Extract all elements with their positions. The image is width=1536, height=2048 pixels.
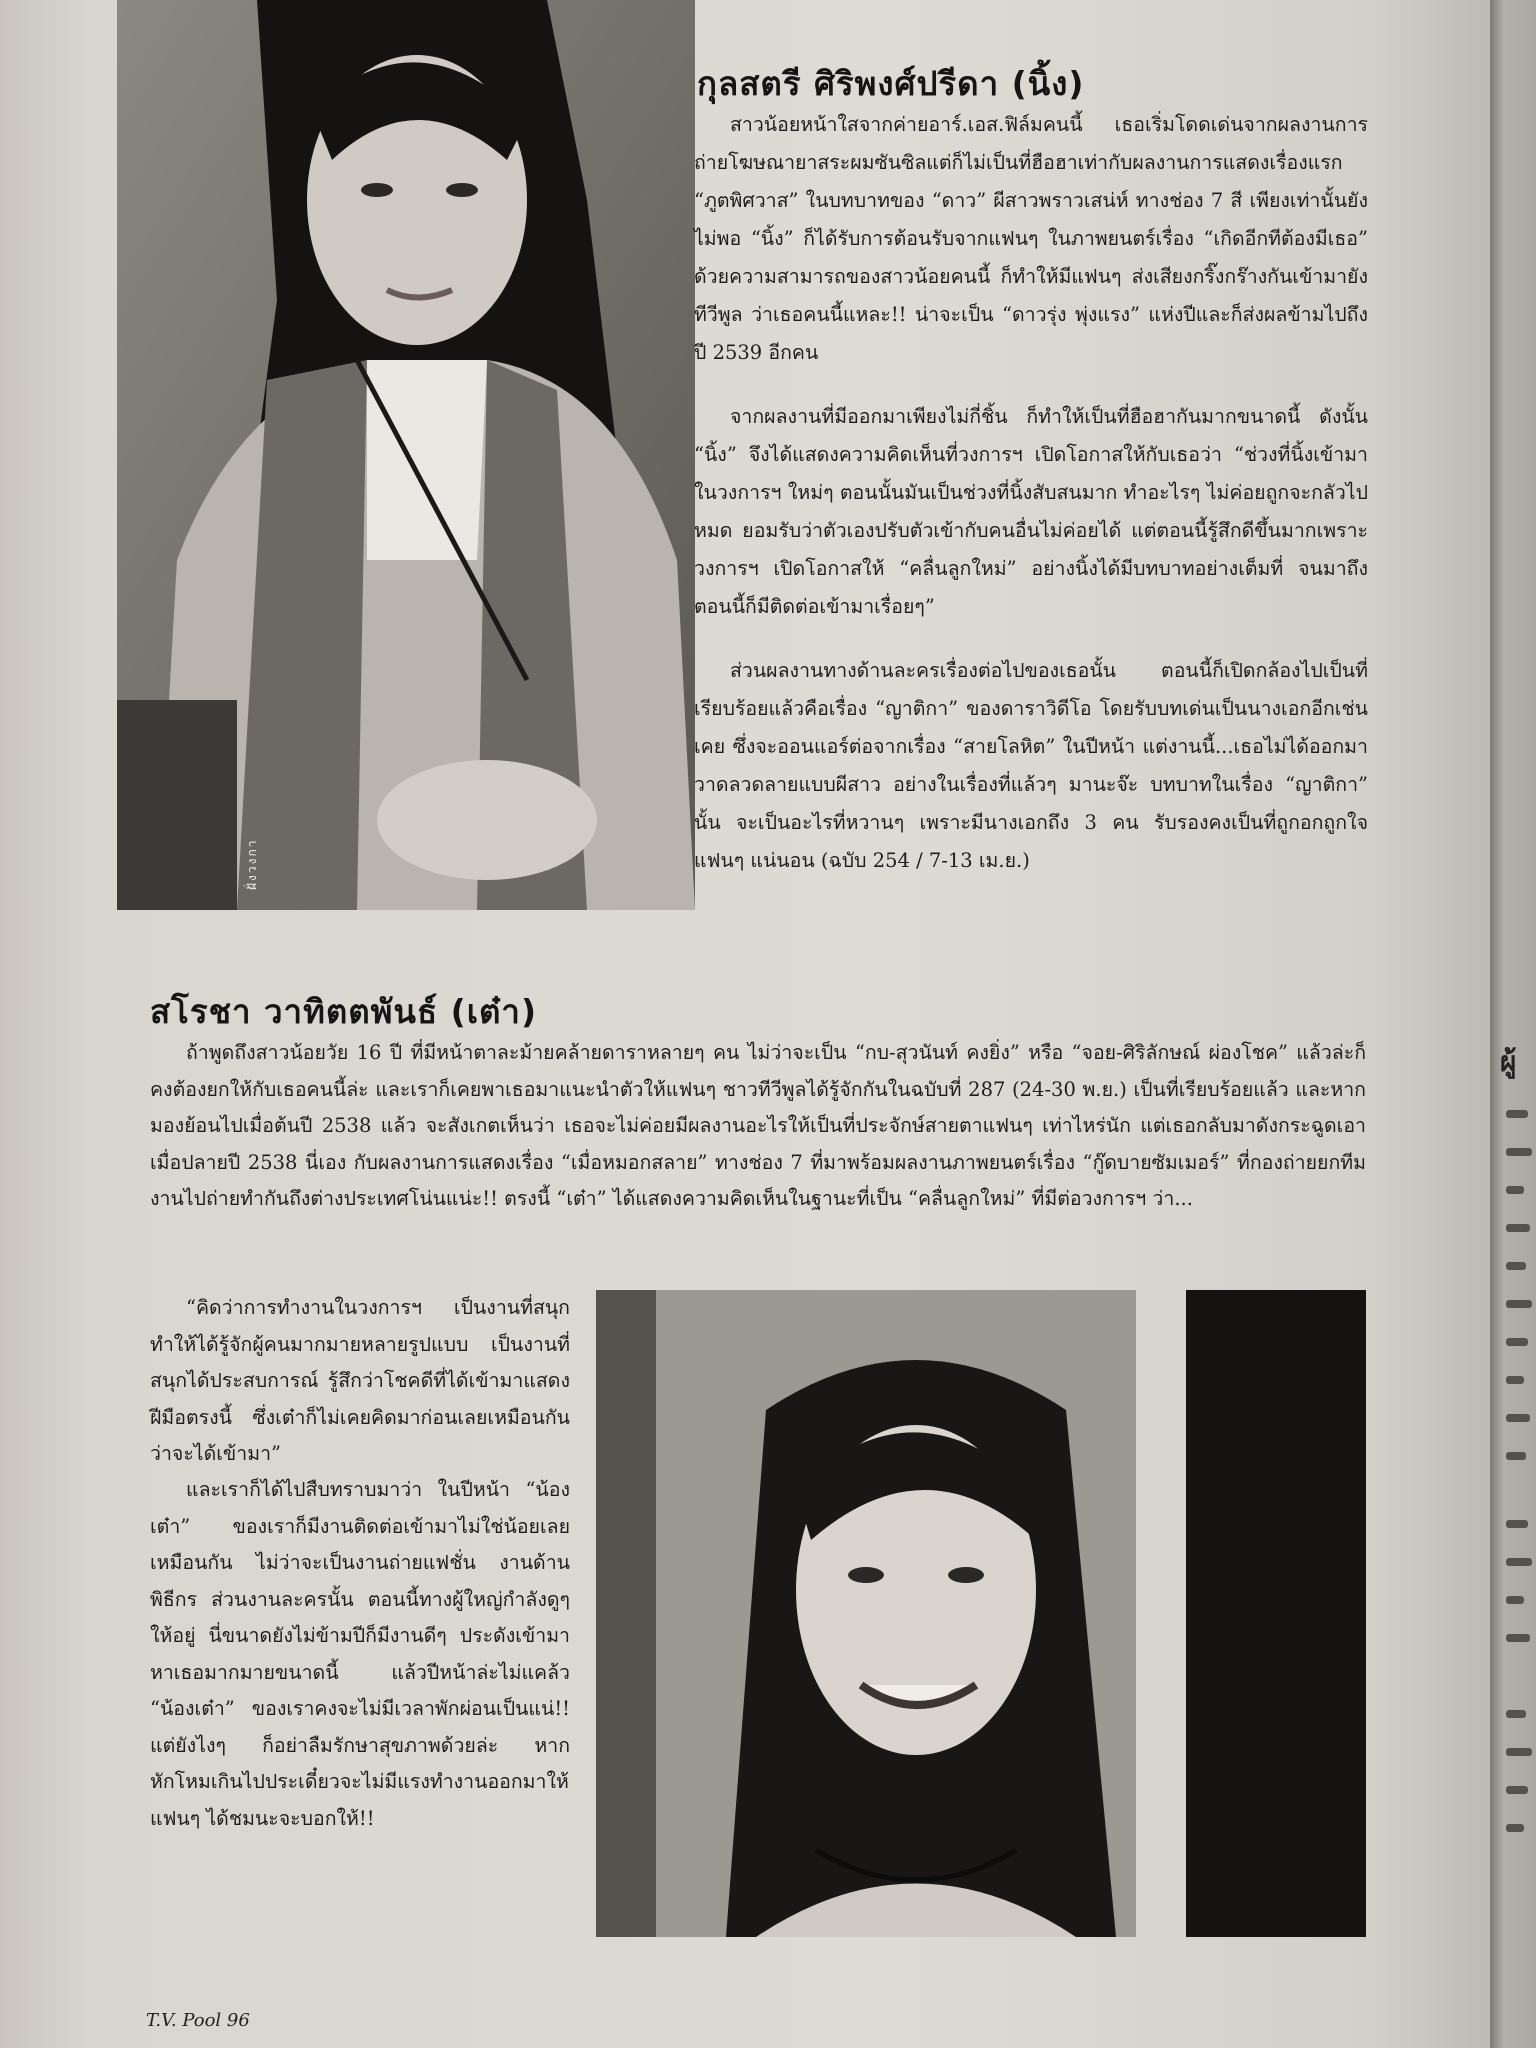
next-page-text-line (1506, 1786, 1528, 1794)
heading-profile-tao: สโรชา วาทิตตพันธ์ (เต๋า) (150, 992, 538, 1031)
next-page-text-line (1506, 1596, 1524, 1604)
next-page-text-line (1506, 1414, 1530, 1422)
next-page-text-line (1506, 1262, 1526, 1270)
photo-edge-text: ฝั่งวงกา (245, 838, 259, 890)
next-page-title-fragment: ผู้ (1500, 1045, 1517, 1078)
next-page-text-line (1506, 1710, 1526, 1718)
paragraph-tao-upcoming: และเราก็ได้ไปสืบทราบมาว่า ในปีหน้า “น้องเต๋า” ของเราก็มีงานติดต่อเข้ามาไม่ใช่น้อยเลยเหมือนกัน ไม่ว่าจะเป็นงานถ่ายแฟชั่น งานด้านพิธีกร ส่วนงานละครนั้น ตอนนี้ทางผู้ใหญ่กำลังดูๆ ให้อยู่ นี่ขนาดยังไม่ข้ามปีก็มีงานดีๆ ประดังเข้ามาหาเธอมากมายขนาดนี้ แล้วปีหน้าล่ะไม่แคล้ว “น้องเต๋า” ของเราคงจะไม่มีเวลาพักผ่อนเป็นแน่!! แต่ยังไงๆ ก็อย่าลืมรักษาสุขภาพด้วยล่ะ หากหักโหมเกินไปประเดี๋ยวจะไม่มีแรงทำงานออกมาให้แฟนๆ ได้ชมนะจะบอกให้!! (150, 1478, 570, 1830)
heading-profile-ning: กุลสตรี ศิริพงศ์ปรีดา (นิ้ง) (697, 64, 1085, 103)
paragraph-tao-quote: “คิดว่าการทำงานในวงการฯ เป็นงานที่สนุก ทำให้ได้รู้จักผู้คนมากมายหลายรูปแบบ เป็นงานที่สนุกได้ประสบการณ์ รู้สึกว่าโชคดีที่ได้เข้ามาแสดงฝีมือตรงนี้ ซึ่งเต๋าก็ไม่เคยคิดมาก่อนเลยเหมือนกันว่าจะได้เข้ามา” (150, 1296, 570, 1465)
photo-portrait-ning (117, 0, 695, 910)
next-page-text-line (1506, 1520, 1528, 1528)
next-page-text-line (1506, 1186, 1524, 1194)
paragraph-ning-intro: สาวน้อยหน้าใสจากค่ายอาร์.เอส.ฟิล์มคนนี้ เธอเริ่มโดดเด่นจากผลงานการถ่ายโฆษณายาสระผมซันซิลแต่ก็ไม่เป็นที่ฮือฮาเท่ากับผลงานการแสดงเรื่องแรก “ภูตพิศวาส” ในบทบาทของ “ดาว” ผีสาวพราวเสน่ห์ ทางช่อง 7 สี เพียงเท่านั้นยังไม่พอ “นิ้ง” ก็ได้รับการต้อนรับจากแฟนๆ ในภาพยนตร์เรื่อง “เกิดอีกทีต้องมีเธอ” ด้วยความสามารถของสาวน้อยคนนี้ ก็ทำให้มีแฟนๆ ส่งเสียงกริ๊งกร๊างกันเข้ามายังทีวีพูล ว่าเธอคนนี้แหละ!! น่าจะเป็น “ดาวรุ่ง พุ่งแรง” แห่งปีและก็ส่งผลข้ามไปถึงปี 2539 อีกคน (694, 113, 1368, 364)
next-page-text-line (1506, 1148, 1532, 1156)
next-page-edge (1490, 0, 1536, 2048)
portrait-tao-illustration (596, 1290, 1366, 1937)
paragraph-tao-intro: ถ้าพูดถึงสาวน้อยวัย 16 ปี ที่มีหน้าตาละม้ายคล้ายดาราหลายๆ คน ไม่ว่าจะเป็น “กบ-สุวนันท์ คงยิ่ง” หรือ “จอย-ศิริลักษณ์ ผ่องโชค” แล้วล่ะก็ คงต้องยกให้กับเธอคนนี้ล่ะ และเราก็เคยพาเธอมาแนะนำตัวให้แฟนๆ ชาวทีวีพูลได้รู้จักกันในฉบับที่ 287 (24-30 พ.ย.) เป็นที่เรียบร้อยแล้ว และหากมองย้อนไปเมื่อต้นปี 2538 แล้ว จะสังเกตเห็นว่า เธอจะไม่ค่อยมีผลงานอะไรให้เป็นที่ประจักษ์สายตาแฟนๆ เท่าไหร่นัก แต่เธอกลับมาดังกระฉูดเอาเมื่อปลายปี 2538 นี่เอง กับผลงานการแสดงเรื่อง “เมื่อหมอกสลาย” ทางช่อง 7 ที่มาพร้อมผลงานภาพยนตร์เรื่อง “กู๊ดบายซัมเมอร์” ที่กองถ่ายยกทีมงานไปถ่ายทำกันถึงต่างประเทศโน่นแน่ะ!! ตรงนี้ “เต๋า” ได้แสดงความคิดเห็นในฐานะที่เป็น “คลื่นลูกใหม่” ที่มีต่อวงการฯ ว่า... (150, 1041, 1366, 1210)
paragraph-ning-upcoming: ส่วนผลงานทางด้านละครเรื่องต่อไปของเธอนั้น ตอนนี้ก็เปิดกล้องไปเป็นที่เรียบร้อยแล้วคือเรื่อง “ญาติกา” ของดาราวิดีโอ โดยรับบทเด่นเป็นนางเอกอีกเช่นเคย ซึ่งจะออนแอร์ต่อจากเรื่อง “สายโลหิต” ในปีหน้า แต่งานนี้...เธอไม่ได้ออกมาวาดลวดลายแบบผีสาว อย่างในเรื่องที่แล้วๆ มานะจ๊ะ บทบาทในเรื่อง “ญาติกา” นั้น จะเป็นอะไรที่หวานๆ เพราะมีนางเอกถึง 3 คน รับรองคงเป็นที่ถูกอกถูกใจแฟนๆ แน่นอน (ฉบับ 254 / 7-13 เม.ย.) (694, 659, 1368, 872)
next-page-text-line (1506, 1748, 1532, 1756)
next-page-text-line (1506, 1824, 1524, 1832)
next-page-text-line (1506, 1376, 1524, 1384)
next-page-text-line (1506, 1338, 1528, 1346)
next-page-text-line (1506, 1110, 1528, 1118)
next-page-text-line (1506, 1558, 1532, 1566)
next-page-text-line (1506, 1452, 1526, 1460)
page-footer: T.V. Pool 96 (146, 2010, 250, 2031)
next-page-text-line (1506, 1300, 1532, 1308)
photo-portrait-tao (596, 1290, 1366, 1937)
next-page-text-line (1506, 1224, 1530, 1232)
portrait-ning-illustration (117, 0, 695, 910)
next-page-text-line (1506, 1634, 1530, 1642)
paragraph-ning-quote: จากผลงานที่มีออกมาเพียงไม่กี่ชิ้น ก็ทำให้เป็นที่ฮือฮากันมากขนาดนี้ ดังนั้น “นิ้ง” จึงได้แสดงความคิดเห็นที่วงการฯ เปิดโอกาสให้กับเธอว่า “ช่วงที่นิ้งเข้ามาในวงการฯ ใหม่ๆ ตอนนั้นมันเป็นช่วงที่นิ้งสับสนมาก ทำอะไรๆ ไม่ค่อยถูกจะกลัวไปหมด ยอมรับว่าตัวเองปรับตัวเข้ากับคนอื่นไม่ค่อยได้ แต่ตอนนี้รู้สึกดีขึ้นมากเพราะวงการฯ เปิดโอกาสให้ “คลื่นลูกใหม่” อย่างนิ้งได้มีบทบาทอย่างเต็มที่ จนมาถึงตอนนี้ก็มีติดต่อเข้ามาเรื่อยๆ” (694, 405, 1368, 618)
